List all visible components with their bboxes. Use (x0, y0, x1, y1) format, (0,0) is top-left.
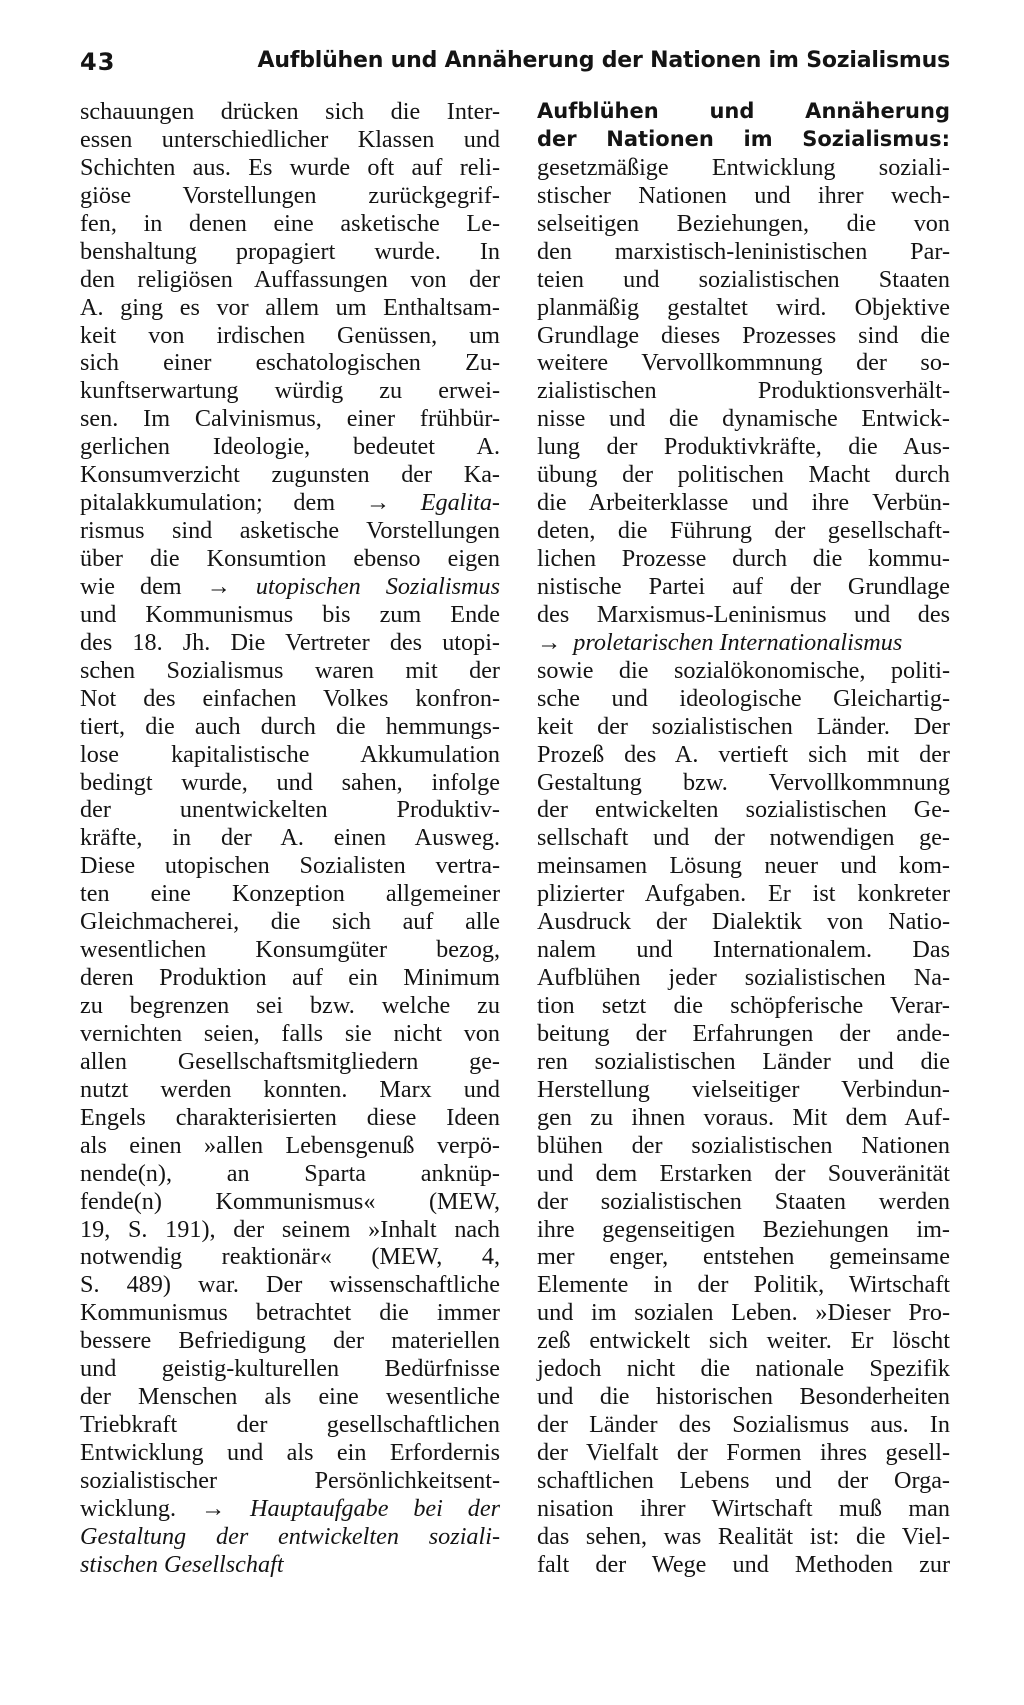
text-line: deren Produktion auf ein Minimum (80, 964, 500, 992)
text-line: lung der Produktivkräfte, die Aus- (537, 433, 950, 461)
text-line: 19, S. 191), der seinem »Inhalt nach (80, 1215, 500, 1243)
text-line: schaftlichen Lebens und der Orga- (537, 1466, 950, 1494)
heading-line: der Nationen im Sozialismus: (537, 126, 950, 151)
text-line: sowie die sozialökonomische, politi- (537, 656, 950, 684)
text-line: notwendig reaktionär« (MEW, 4, (80, 1243, 500, 1271)
text-line: essen unterschiedlicher Klassen und (80, 125, 500, 153)
text-line: deten, die Führung der gesellschaft- (537, 517, 950, 545)
text-line: Grundlage dieses Prozesses sind die (537, 321, 950, 349)
text-line: sellschaft und der notwendigen ge- (537, 824, 950, 852)
text-line: als einen »allen Lebensgenuß verpö- (80, 1131, 500, 1159)
text-line: plizierter Aufgaben. Er ist konkreter (537, 880, 950, 908)
text-line: fen, in denen eine asketische Le- (80, 209, 500, 237)
cross-reference-link[interactable]: proletarischen Internationalismus (573, 628, 903, 656)
text-line: Diese utopischen Sozialisten vertra- (80, 852, 500, 880)
text-line: übung der politischen Macht durch (537, 461, 950, 489)
text-line: nistische Partei auf der Grundlage (537, 572, 950, 600)
text-segment: wie dem (80, 572, 182, 600)
text-line: Kommunismus betrachtet die immer (80, 1299, 500, 1327)
text-line: jedoch nicht die nationale Spezifik (537, 1355, 950, 1383)
text-line: gen zu ihnen voraus. Mit dem Auf- (537, 1103, 950, 1131)
text-line: Triebkraft der gesellschaftlichen (80, 1411, 500, 1439)
text-line: Gleichmacherei, die sich auf alle (80, 908, 500, 936)
cross-reference-line (537, 629, 950, 657)
text-line: kräfte, in der A. einen Ausweg. (80, 824, 500, 852)
text-line: Gestaltung bzw. Vervollkommnung (537, 768, 950, 796)
page-number: 43 (80, 48, 116, 76)
text-segment: pitalakkumulation; dem (80, 489, 336, 517)
text-line: und Kommunismus bis zum Ende (80, 600, 500, 628)
text-line: Schichten aus. Es wurde oft auf reli- (80, 153, 500, 181)
text-line: beitung der Erfahrungen der ande- (537, 1019, 950, 1047)
text-line: gesetzmäßige Entwicklung soziali- (537, 153, 950, 181)
text-line: schauungen drücken sich die Inter- (80, 98, 500, 125)
cross-reference-arrow: → (365, 489, 390, 517)
text-line: und geistig-kulturellen Bedürfnisse (80, 1355, 500, 1383)
text-line: mer enger, entstehen gemeinsame (537, 1243, 950, 1271)
text-line: der entwickelten sozialistischen Ge- (537, 796, 950, 824)
cross-reference-arrow: → (206, 572, 231, 600)
text-line: der unentwickelten Produktiv- (80, 796, 500, 824)
text-segment: wicklung. (80, 1494, 177, 1522)
text-line: Ausdruck der Dialektik von Natio- (537, 908, 950, 936)
text-line (80, 517, 500, 545)
text-line: selseitigen Beziehungen, die von (537, 209, 950, 237)
text-line: zeß entwickelt sich weiter. Er löscht (537, 1327, 950, 1355)
cross-reference-arrow: → (200, 1494, 226, 1522)
text-line: und im sozialen Leben. »Dieser Pro- (537, 1299, 950, 1327)
text-line: Elemente in der Politik, Wirtschaft (537, 1271, 950, 1299)
text-line: ren sozialistischen Länder und die (537, 1047, 950, 1075)
text-line: A. ging es vor allem um Enthaltsam- (80, 293, 500, 321)
text-line: zu begrenzen sei bzw. welche zu (80, 992, 500, 1019)
text-line: sen. Im Calvinismus, einer frühbür- (80, 405, 500, 433)
text-line: ihre gegenseitigen Beziehungen im- (537, 1215, 950, 1243)
text-line: planmäßig gestaltet wird. Objektive (537, 293, 950, 321)
text-line: Not des einfachen Volkes konfron- (80, 684, 500, 712)
text-line: vernichten seien, falls sie nicht von (80, 1019, 500, 1047)
right-column (537, 98, 950, 1579)
text-line: ten eine Konzeption allgemeiner (80, 880, 500, 908)
text-line: und die historischen Besonderheiten (537, 1383, 950, 1411)
running-title: Aufblühen und Annäherung der Nationen im Sozialismus (257, 48, 950, 73)
text-line: fende(n) Kommunismus« (MEW, (80, 1187, 500, 1215)
cross-reference-link[interactable]: utopischen Sozialismus (255, 572, 500, 600)
text-line: sich einer eschatologischen Zu- (80, 349, 500, 377)
entry-heading (537, 98, 950, 154)
text-line: die Arbeiterklasse und ihre Verbün- (537, 489, 950, 517)
text-line: giöse Vorstellungen zurückgegrif- (80, 181, 500, 209)
text-segment: rismus sind asketische Vorstellungen (80, 517, 500, 545)
text-line: meinsamen Lösung neuer und kom- (537, 852, 950, 880)
text-line: nalem und Internationalem. Das (537, 936, 950, 964)
text-line: der Länder des Sozialismus aus. In (537, 1411, 950, 1439)
text-line: des Marxismus-Leninismus und des (537, 600, 950, 628)
left-column (80, 98, 500, 1579)
cross-reference-link[interactable]: Hauptaufgabe bei der (250, 1494, 501, 1522)
text-line: nutzt werden konnten. Marx und (80, 1075, 500, 1103)
text-line: stischer Nationen und ihrer wech- (537, 181, 950, 209)
text-line: schen Sozialismus waren mit der (80, 656, 500, 684)
text-line: der Menschen als eine wesentliche (80, 1383, 500, 1411)
text-line: tion setzt die schöpferische Verar- (537, 992, 950, 1019)
text-line: Konsumverzicht zugunsten der Ka- (80, 461, 500, 489)
text-line: des 18. Jh. Die Vertreter des utopi- (80, 628, 500, 656)
cross-reference-line[interactable]: Gestaltung der entwickelten soziali- (80, 1522, 500, 1550)
text-line: über die Konsumtion ebenso eigen (80, 545, 500, 572)
text-line: Herstellung vielseitiger Verbindun- (537, 1075, 950, 1103)
text-line: wesentlichen Konsumgüter bezog, (80, 936, 500, 964)
text-line: gerlichen Ideologie, bedeutet A. (80, 433, 500, 461)
text-line: keit der sozialistischen Länder. Der (537, 712, 950, 740)
text-line: nisse und die dynamische Entwick- (537, 405, 950, 433)
text-line: kunftserwartung würdig zu erwei- (80, 377, 500, 405)
text-line (80, 1495, 500, 1523)
text-line: lose kapitalistische Akkumulation (80, 740, 500, 768)
cross-reference-link[interactable]: Egalita- (420, 489, 500, 517)
text-line (80, 489, 500, 517)
text-line: zialistischen Produktionsverhält- (537, 377, 950, 405)
text-line: lichen Prozesse durch die kommu- (537, 545, 950, 572)
text-line: Engels charakterisierten diese Ideen (80, 1103, 500, 1131)
text-line: keit von irdischen Genüssen, um (80, 321, 500, 349)
page-header (80, 48, 950, 82)
text-line: der sozialistischen Staaten werden (537, 1187, 950, 1215)
text-line: blühen der sozialistischen Nationen (537, 1131, 950, 1159)
text-line: den religiösen Auffassungen von der (80, 265, 500, 293)
text-line: tiert, die auch durch die hemmungs- (80, 712, 500, 740)
text-line: und dem Erstarken der Souveränität (537, 1159, 950, 1187)
text-line: Aufblühen jeder sozialistischen Na- (537, 964, 950, 992)
text-line: Prozeß des A. vertieft sich mit der (537, 740, 950, 768)
text-line: S. 489) war. Der wissenschaftliche (80, 1271, 500, 1299)
text-line: falt der Wege und Methoden zur (537, 1550, 950, 1578)
text-line (80, 573, 500, 601)
text-line: Entwicklung und als ein Erfordernis (80, 1439, 500, 1466)
text-line: sozialistischer Persönlichkeitsent- (80, 1466, 500, 1494)
text-line: nisation ihrer Wirtschaft muß man (537, 1494, 950, 1522)
heading-line: Aufblühen und Annäherung (537, 99, 950, 123)
text-line: den marxistisch-leninistischen Par- (537, 237, 950, 265)
text-line: das sehen, was Realität ist: die Viel- (537, 1522, 950, 1550)
text-line: bedingt wurde, und sahen, infolge (80, 768, 500, 796)
text-line: bessere Befriedigung der materiellen (80, 1327, 500, 1355)
text-line: benshaltung propagiert wurde. In (80, 237, 500, 265)
cross-reference-arrow: → (537, 628, 562, 656)
text-line: allen Gesellschaftsmitgliedern ge- (80, 1047, 500, 1075)
cross-reference-line[interactable]: stischen Gesellschaft (80, 1550, 284, 1578)
text-line: sche und ideologische Gleichartig- (537, 684, 950, 712)
text-line: der Vielfalt der Formen ihres gesell- (537, 1439, 950, 1466)
text-line: teien und sozialistischen Staaten (537, 265, 950, 293)
text-line: nende(n), an Sparta anknüp- (80, 1159, 500, 1187)
text-line: weitere Vervollkommnung der so- (537, 349, 950, 377)
